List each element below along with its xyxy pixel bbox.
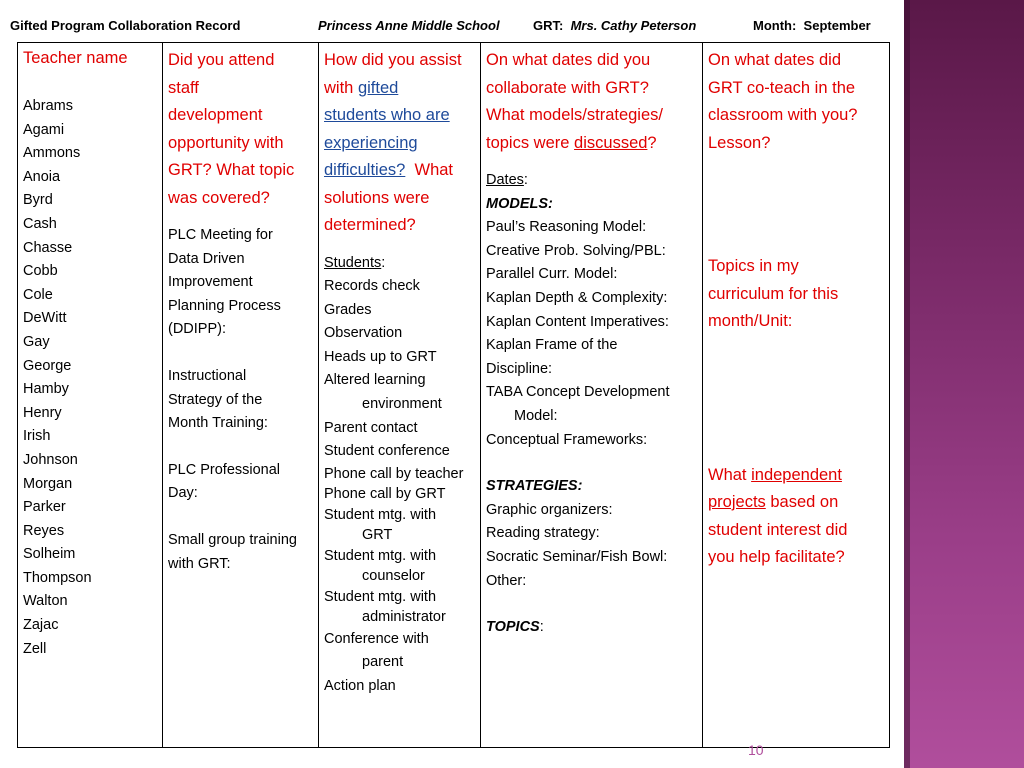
teacher-name-heading: Teacher name <box>23 49 128 67</box>
grt-info <box>533 18 696 33</box>
table-row <box>18 43 890 748</box>
question-line: curriculum for this <box>708 284 839 303</box>
option-line: Strategy of the <box>168 391 263 408</box>
option-line: Parallel Curr. Model: <box>486 266 618 283</box>
projects-text: projects <box>708 493 766 511</box>
option-line: Graphic organizers: <box>486 501 613 518</box>
question-line: staff <box>168 78 199 97</box>
list-item: Irish <box>23 428 51 445</box>
question-line <box>708 462 884 490</box>
question-line <box>708 489 884 517</box>
option-line: Creative Prob. Solving/PBL: <box>486 242 666 259</box>
option-line: PLC Meeting for <box>168 227 273 243</box>
question-text: topics were <box>486 133 575 152</box>
option-line: Parent contact <box>324 419 418 436</box>
list-item: Thompson <box>23 569 92 586</box>
option-line: Data Driven <box>168 250 245 267</box>
topics-label-text: TOPICS <box>486 619 540 636</box>
teacher-name-cell[interactable] <box>18 43 163 748</box>
independent-text: independent <box>751 465 842 484</box>
option-line: Phone call by teacher <box>324 465 464 482</box>
students-label-text: Students <box>324 254 382 271</box>
list-item: Byrd <box>23 192 53 209</box>
option-line: Improvement <box>168 274 253 291</box>
option-line: PLC Professional <box>168 461 281 478</box>
month-label: Month: <box>753 18 797 33</box>
question-line <box>324 157 475 185</box>
list-item: Cobb <box>23 263 58 280</box>
option-line: Socratic Seminar/Fish Bowl: <box>486 548 668 565</box>
option-line: Student mtg. with <box>324 506 437 523</box>
option-line: Kaplan Content Imperatives: <box>486 313 669 330</box>
discussed-text: discussed <box>574 133 648 152</box>
question-line: experiencing <box>324 133 418 152</box>
question-text: with <box>324 78 358 97</box>
models-label: MODELS: <box>486 195 553 212</box>
option-line-continued: counselor <box>362 568 425 585</box>
question-text: What <box>405 161 454 179</box>
document-header <box>0 16 904 38</box>
staff-development-cell[interactable] <box>163 43 319 748</box>
student-assistance-options-end <box>324 628 475 699</box>
dates-label <box>486 169 697 193</box>
students-label <box>324 252 475 276</box>
question-line: collaborate with GRT? <box>486 78 649 97</box>
school-name: Princess Anne Middle School <box>318 18 500 33</box>
month-value: September <box>803 18 871 33</box>
topics-label <box>486 616 697 640</box>
page-number: 10 <box>748 742 764 758</box>
option-line: Phone call by GRT <box>324 486 446 503</box>
colon: : <box>381 254 386 271</box>
list-item: Abrams <box>23 98 73 114</box>
option-line-continued: parent <box>362 654 404 671</box>
option-line: Instructional <box>168 367 247 384</box>
staff-development-options <box>168 212 313 576</box>
option-line: Student conference <box>324 443 450 460</box>
collaboration-options <box>486 157 697 640</box>
list-item: Ammons <box>23 145 81 162</box>
option-line: Planning Process <box>168 297 281 314</box>
band-edge <box>904 0 910 768</box>
option-line: Small group training <box>168 531 297 548</box>
spacer <box>708 336 884 462</box>
spacer <box>486 157 697 169</box>
list-item: Parker <box>23 499 66 516</box>
option-line: Discipline: <box>486 360 553 377</box>
question-line: opportunity with <box>168 133 284 152</box>
question-line: classroom with you? <box>708 106 858 124</box>
question-text: based on <box>765 493 839 511</box>
curriculum-topics-question <box>708 253 884 336</box>
option-line: Day: <box>168 485 198 502</box>
list-item: Morgan <box>23 475 73 492</box>
option-line: Conference with <box>324 630 429 647</box>
option-line: Student mtg. with <box>324 588 437 605</box>
question-line <box>486 130 697 158</box>
question-line: Topics in my <box>708 257 799 275</box>
question-line: Did you attend <box>168 51 275 69</box>
spacer <box>486 452 697 475</box>
question-line <box>324 75 475 103</box>
grt-name: Mrs. Cathy Peterson <box>570 18 697 33</box>
co-teach-cell[interactable] <box>703 43 890 748</box>
list-item: George <box>23 357 72 374</box>
list-item: Anoia <box>23 168 61 185</box>
list-item: Zajac <box>23 617 59 634</box>
staff-development-question <box>168 47 313 212</box>
colon: : <box>523 172 528 188</box>
option-line: Records check <box>324 278 420 295</box>
list-item: Chasse <box>23 239 73 256</box>
question-line: Lesson? <box>708 133 771 152</box>
question-line: was covered? <box>168 188 270 207</box>
student-assistance-options <box>324 240 475 464</box>
option-line-continued: GRT <box>362 527 393 544</box>
list-item: Solheim <box>23 546 76 563</box>
option-line: Reading strategy: <box>486 525 600 542</box>
option-line: Other: <box>486 572 527 589</box>
question-line: GRT? What topic <box>168 161 295 179</box>
teacher-name-list <box>23 95 157 661</box>
option-line: (DDIPP): <box>168 321 226 338</box>
question-text: ? <box>647 133 657 152</box>
list-item: Cole <box>23 286 53 303</box>
option-line: TABA Concept Development <box>486 384 670 401</box>
option-line: with GRT: <box>168 555 231 572</box>
month-info <box>753 18 871 33</box>
option-line: Heads up to GRT <box>324 348 437 365</box>
list-item: Henry <box>23 404 62 421</box>
collaboration-table <box>17 42 890 748</box>
option-line: Altered learning <box>324 372 426 389</box>
student-assistance-question <box>324 47 475 240</box>
option-line: Month Training: <box>168 415 268 432</box>
question-line: month/Unit: <box>708 312 793 330</box>
independent-projects-question <box>708 462 884 572</box>
question-line: GRT co-teach in the <box>708 78 856 97</box>
spacer <box>168 342 313 365</box>
list-item: Cash <box>23 215 57 232</box>
list-item: DeWitt <box>23 310 67 327</box>
spacer <box>168 506 313 529</box>
grt-label: GRT: <box>533 18 564 33</box>
spacer <box>486 593 697 616</box>
co-teach-question <box>708 47 884 157</box>
option-line: Conceptual Frameworks: <box>486 431 648 448</box>
question-text: What <box>708 465 752 484</box>
student-assistance-cell[interactable] <box>319 43 481 748</box>
decorative-side-band <box>904 0 1024 768</box>
question-line: On what dates did you <box>486 51 651 69</box>
option-line: Observation <box>324 325 403 342</box>
spacer <box>168 212 313 224</box>
option-line: Paul’s Reasoning Model: <box>486 219 647 236</box>
list-item: Reyes <box>23 522 65 539</box>
gifted-link: gifted <box>357 78 399 97</box>
question-line: What models/strategies/ <box>486 106 663 124</box>
question-line: determined? <box>324 216 416 234</box>
collaboration-dates-cell[interactable] <box>481 43 703 748</box>
option-line: Action plan <box>324 678 396 695</box>
strategies-label: STRATEGIES: <box>486 478 583 495</box>
option-line-continued: Model: <box>514 407 558 424</box>
record-title: Gifted Program Collaboration Record <box>10 18 241 33</box>
option-line: Kaplan Depth & Complexity: <box>486 289 668 306</box>
question-line: student interest did <box>708 520 848 539</box>
list-item: Hamby <box>23 381 69 398</box>
list-item: Agami <box>23 121 65 138</box>
question-line: solutions were <box>324 188 430 207</box>
list-item: Walton <box>23 593 68 610</box>
option-line-continued: environment <box>362 396 442 413</box>
list-item: Gay <box>23 333 50 350</box>
list-item: Zell <box>23 640 47 657</box>
question-line: students who are <box>324 106 450 124</box>
option-line: Student mtg. with <box>324 547 437 564</box>
student-assistance-options-compact <box>324 464 475 628</box>
dates-label-text: Dates <box>486 172 524 188</box>
spacer <box>324 240 475 252</box>
question-line: you help facilitate? <box>708 548 845 566</box>
collaboration-dates-question <box>486 47 697 157</box>
option-line: Grades <box>324 301 372 318</box>
spacer <box>168 436 313 459</box>
spacer <box>708 157 884 253</box>
list-item: Johnson <box>23 451 78 468</box>
question-line: How did you assist <box>324 51 462 69</box>
option-line-continued: administrator <box>362 609 446 626</box>
question-line: On what dates did <box>708 51 841 69</box>
option-line: Kaplan Frame of the <box>486 337 618 354</box>
difficulties-link: difficulties? <box>324 161 406 179</box>
colon: : <box>539 619 544 636</box>
question-line: development <box>168 106 263 124</box>
